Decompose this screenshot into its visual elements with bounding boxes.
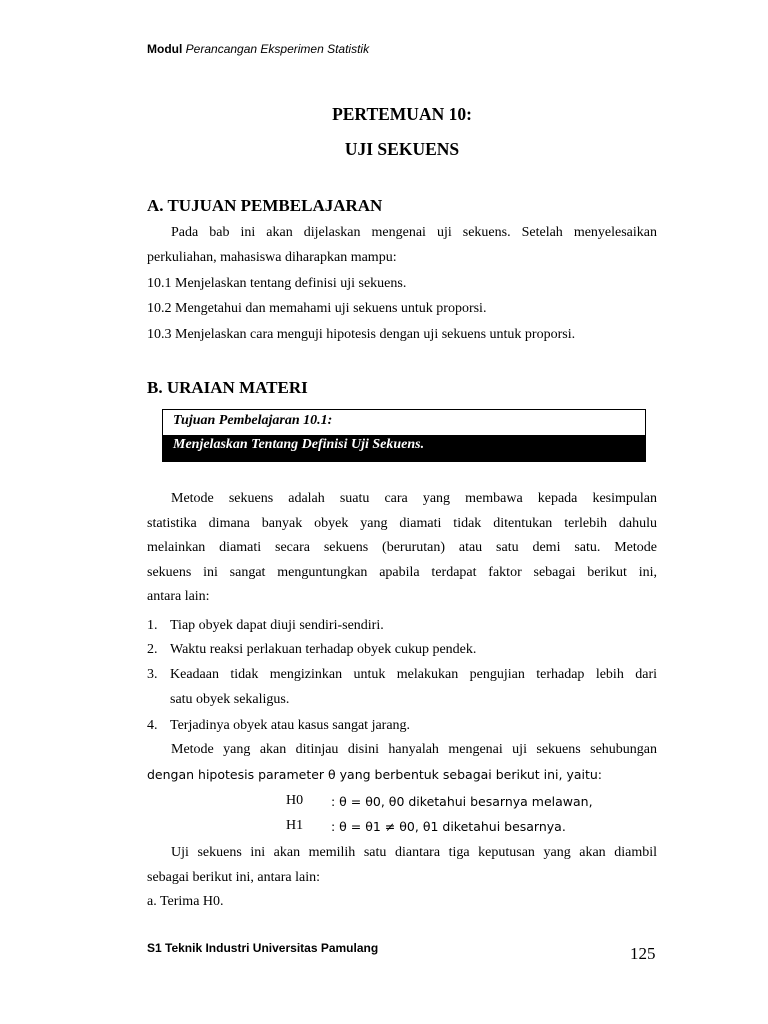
paragraph-line: Uji sekuens ini akan memilih satu diantara tiga keputusan yang akan diambil	[171, 845, 657, 860]
list-item	[147, 714, 657, 739]
header-module-label: Modul	[147, 42, 183, 56]
list-text: Tiap obyek dapat diuji sendiri-sendiri.	[170, 618, 384, 633]
section-b-heading: B. URAIAN MATERI	[147, 378, 308, 397]
paragraph-line: sekuens ini sangat menguntungkan apabila terdapat faktor sebagai berikut ini,	[147, 564, 657, 580]
paragraph-line: statistika dimana banyak obyek yang diamati tidak ditentukan terlebih dahulu	[147, 515, 657, 531]
paragraph-line: dengan hipotesis parameter θ yang berbentuk sebagai berikut ini, yaitu:	[147, 766, 603, 782]
list-text: satu obyek sekaligus.	[170, 691, 290, 707]
paragraph-line: Metode yang akan ditinjau disini hanyalah mengenai uji sekuens sehubungan	[171, 742, 657, 757]
list-item	[147, 663, 657, 712]
footer-institution: S1 Teknik Industri Universitas Pamulang	[147, 941, 379, 955]
list-item	[147, 614, 657, 639]
list-number: 3.	[147, 667, 158, 682]
header-module-title: Perancangan Eksperimen Statistik	[185, 42, 370, 56]
paragraph-line: Metode sekuens adalah suatu cara yang membawa kepada kesimpulan	[171, 491, 657, 506]
list-number: 1.	[147, 618, 158, 633]
hypothesis-h1-label: H1	[286, 818, 304, 833]
intro-line: perkuliahan, mahasiswa diharapkan mampu:	[147, 249, 397, 265]
chapter-subtitle: UJI SEKUENS	[344, 139, 460, 159]
section-a-heading: A. TUJUAN PEMBELAJARAN	[147, 196, 383, 215]
paragraph-line: melainkan diamati secara sekuens (berurutan) atau satu demi satu. Metode	[147, 540, 657, 555]
learning-objective-box	[162, 409, 646, 462]
section-a-intro	[147, 221, 657, 270]
paragraph-hypothesis-intro	[147, 738, 657, 787]
objective-item: 10.3 Menjelaskan cara menguji hipotesis dengan uji sekuens untuk proporsi.	[147, 327, 576, 342]
list-text: Terjadinya obyek atau kasus sangat jarang.	[170, 718, 411, 733]
hypothesis-h1-expression: : θ = θ1 ≠ θ0, θ1 diketahui besarnya.	[331, 819, 566, 834]
objective-box-title: Tujuan Pembelajaran 10.1:	[173, 413, 333, 428]
decision-item: a. Terima H0.	[147, 894, 224, 909]
objective-box-subtitle: Menjelaskan Tentang Definisi Uji Sekuens.	[163, 435, 645, 461]
paragraph-line: sebagai berikut ini, antara lain:	[147, 869, 320, 885]
list-text: Keadaan tidak mengizinkan untuk melakukan pengujian terhadap lebih dari	[170, 667, 657, 682]
paragraph-decisions	[147, 841, 657, 890]
hypothesis-h0-expression: : θ = θ0, θ0 diketahui besarnya melawan,	[331, 794, 593, 809]
chapter-title: PERTEMUAN 10:	[332, 104, 472, 124]
list-text: Waktu reaksi perlakuan terhadap obyek cukup pendek.	[170, 642, 477, 657]
intro-line: Pada bab ini akan dijelaskan mengenai uji sekuens. Setelah menyelesaikan	[171, 225, 657, 240]
hypothesis-h0-label: H0	[286, 793, 304, 808]
paragraph-line: antara lain:	[147, 589, 210, 604]
paragraph-sekuens-definition	[147, 487, 657, 610]
objective-item: 10.2 Mengetahui dan memahami uji sekuens untuk proporsi.	[147, 301, 487, 316]
objective-item: 10.1 Menjelaskan tentang definisi uji sekuens.	[147, 276, 407, 291]
list-number: 2.	[147, 642, 158, 657]
list-item	[147, 638, 657, 663]
list-number: 4.	[147, 718, 158, 733]
page-number: 125	[630, 944, 656, 963]
running-header	[147, 42, 369, 56]
